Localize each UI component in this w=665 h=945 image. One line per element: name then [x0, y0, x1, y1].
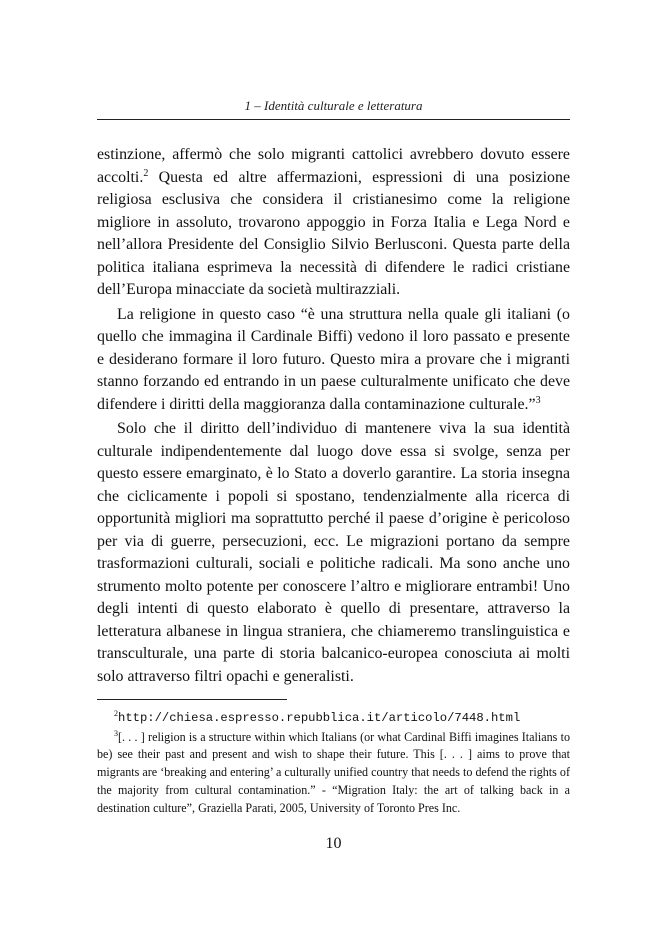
footnote-ref[interactable]: 3 [535, 394, 541, 406]
paragraph-text: La religione in questo caso “è una struttura nella quale gli italiani (o quello che immagina il Cardinale Biffi) vedono il loro passato e presente e desiderano formare il loro futuro. Questo mira a provare che i migranti stanno forzando ed entrando in un paese culturalmente unificato che deve difendere i diritti della maggioranza dalla contaminazione culturale.” [97, 305, 570, 413]
header-rule [97, 119, 570, 120]
paragraph-text: estinzione, affermò che solo migranti cattolici avrebbero dovuto essere accolti. [97, 146, 570, 186]
paragraph [97, 418, 570, 688]
footnote-ref[interactable]: 2 [143, 167, 149, 179]
footnotes [97, 709, 570, 817]
footnote [97, 729, 570, 818]
body-text [97, 144, 570, 688]
paragraph [97, 144, 570, 302]
footnote-text: [. . . ] religion is a structure within which Italians (or what Cardinal Biffi imagines Italians to be) see their past and present and wish to shape their future. This [. . . ] aims to prove that migrants are ‘breaking and entering’ a culturally unified country that needs to defend the rights of the majority from cultural contamination.” - “Migration Italy: the art of talking back in a destination culture”, Graziella Parati, 2005, University of Toronto Pres Inc. [97, 729, 570, 815]
footnote [97, 709, 570, 728]
page-number: 10 [325, 835, 342, 852]
paragraph-text: Solo che il diritto dell’individuo di mantenere viva la sua identità culturale indipendentemente dal luogo dove essa si svolge, senza per questo essere emarginato, è lo Stato a doverlo garantire. La storia insegna che ciclicamente i popoli si spostano, tendenzialmente alla ricerca di opportunità migliori ma soprattutto perché il paese d’origine è pericoloso per via di guerre, persecuzioni, ecc. Le migrazioni portano da sempre trasformazioni culturali, sociali e politiche radicali. Ma sono anche uno strumento molto potente per conoscere l’altro e migliorare entrambi! Uno degli intenti di questo elaborato è quello di presentare, attraverso la letteratura albanese in lingua straniera, che chiameremo translinguistica e transculturale, una parte di storia balcanico-europea conosciuta ai molti solo attraverso filtri opachi e generalisti. [97, 420, 570, 685]
footnote-link[interactable]: http://chiesa.espresso.repubblica.it/articolo/7448.html [118, 711, 521, 725]
paragraph-text: Questa ed altre affermazioni, espressioni di una posizione religiosa esclusiva che considera il cristianesimo come la religione migliore in assoluto, trovarono appoggio in Forza Italia e Lega Nord e nell’allora Presidente del Consiglio Silvio Berlusconi. Questa parte della politica italiana esprimeva la necessità di difendere le radici cristiane dell’Europa minacciate da società multirazziali. [97, 168, 570, 298]
paragraph [97, 304, 570, 417]
running-header: 1 – Identità culturale e letteratura [244, 98, 423, 113]
footnote-rule [97, 699, 287, 700]
footnote-mark: 3 [114, 728, 118, 738]
footnote-mark: 2 [114, 709, 118, 718]
